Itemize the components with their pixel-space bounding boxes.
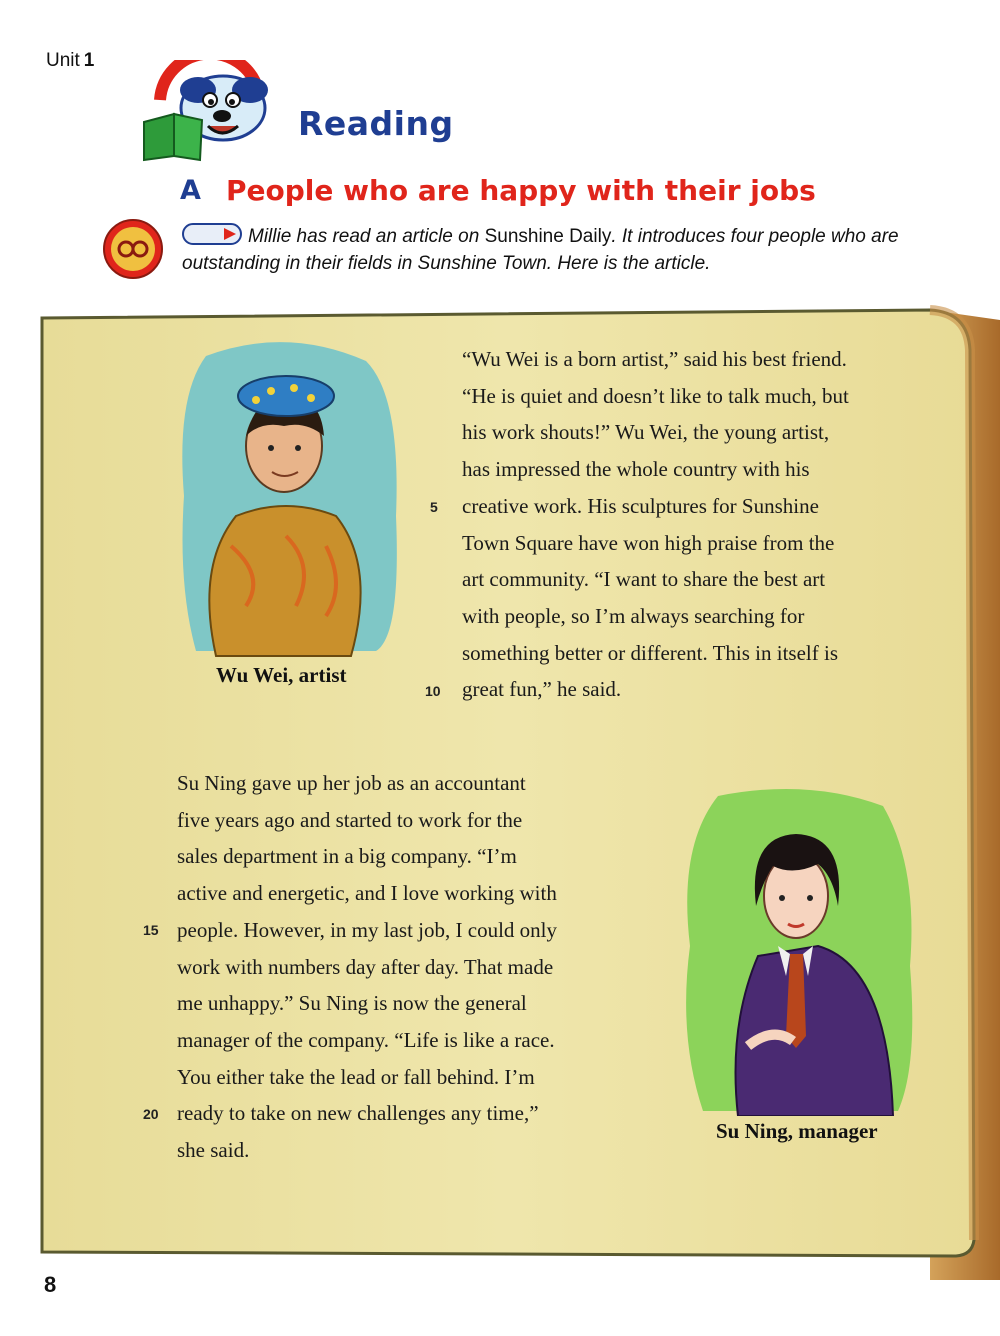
page-number: 8 xyxy=(44,1272,57,1297)
paragraph-wu-wei xyxy=(462,341,849,708)
unit-label xyxy=(46,50,94,72)
text-line: ready to take on new challenges any time,” xyxy=(177,1101,539,1126)
text-line: active and energetic, and I love working with xyxy=(177,881,557,906)
text-line: has impressed the whole country with his xyxy=(462,457,810,482)
line-number: 10 xyxy=(425,683,441,699)
text-line: sales department in a big company. “I’m xyxy=(177,844,517,869)
text-line: manager of the company. “Life is like a race. xyxy=(177,1027,555,1052)
text-line: great fun,” he said. xyxy=(462,677,622,702)
reading-logo-icon xyxy=(138,60,308,170)
text-line: something better or different. This in itself is xyxy=(462,640,838,665)
text-line: work with numbers day after day. That made xyxy=(177,954,554,979)
text-line: his work shouts!” Wu Wei, the young artist, xyxy=(462,420,830,445)
line-number: 20 xyxy=(143,1106,159,1122)
unit-word: Unit xyxy=(46,50,80,71)
wu-wei-caption: Wu Wei, artist xyxy=(216,663,347,687)
su-ning-illustration xyxy=(678,786,918,1116)
subsection-letter: A xyxy=(180,175,201,206)
text-line: art community. “I want to share the best art xyxy=(462,567,826,592)
text-line: she said. xyxy=(177,1138,250,1163)
text-line: me unhappy.” Su Ning is now the general xyxy=(177,991,527,1016)
line-number: 15 xyxy=(143,922,159,938)
text-line: “He is quiet and doesn’t like to talk much, but xyxy=(462,383,849,408)
text-line: five years ago and started to work for the xyxy=(177,807,523,832)
text-line: Town Square have won high praise from the xyxy=(462,530,835,555)
intro-part2: . It introduces four people who are outstanding in their fields in Sunshine Town. Here is the article. xyxy=(182,226,899,274)
text-line: creative work. His sculptures for Sunshine xyxy=(462,493,819,518)
audio-cd-icon[interactable] xyxy=(102,218,164,280)
unit-number: 1 xyxy=(83,50,95,71)
section-title: Reading xyxy=(298,104,454,143)
intro-text xyxy=(182,223,942,277)
intro-part1: Millie has read an article on xyxy=(248,226,485,247)
text-line: people. However, in my last job, I could only xyxy=(177,917,557,942)
paragraph-su-ning xyxy=(177,765,557,1169)
wu-wei-illustration xyxy=(176,336,401,658)
line-number: 5 xyxy=(430,499,438,515)
text-line: You either take the lead or fall behind. I’m xyxy=(177,1064,535,1089)
su-ning-caption: Su Ning, manager xyxy=(716,1119,878,1143)
text-line: “Wu Wei is a born artist,” said his best friend. xyxy=(462,347,847,371)
text-line: Su Ning gave up her job as an accountant xyxy=(177,771,526,795)
intro-source: Sunshine Daily xyxy=(484,226,612,247)
subsection-title: People who are happy with their jobs xyxy=(226,174,816,207)
text-line: with people, so I’m always searching for xyxy=(462,603,805,628)
